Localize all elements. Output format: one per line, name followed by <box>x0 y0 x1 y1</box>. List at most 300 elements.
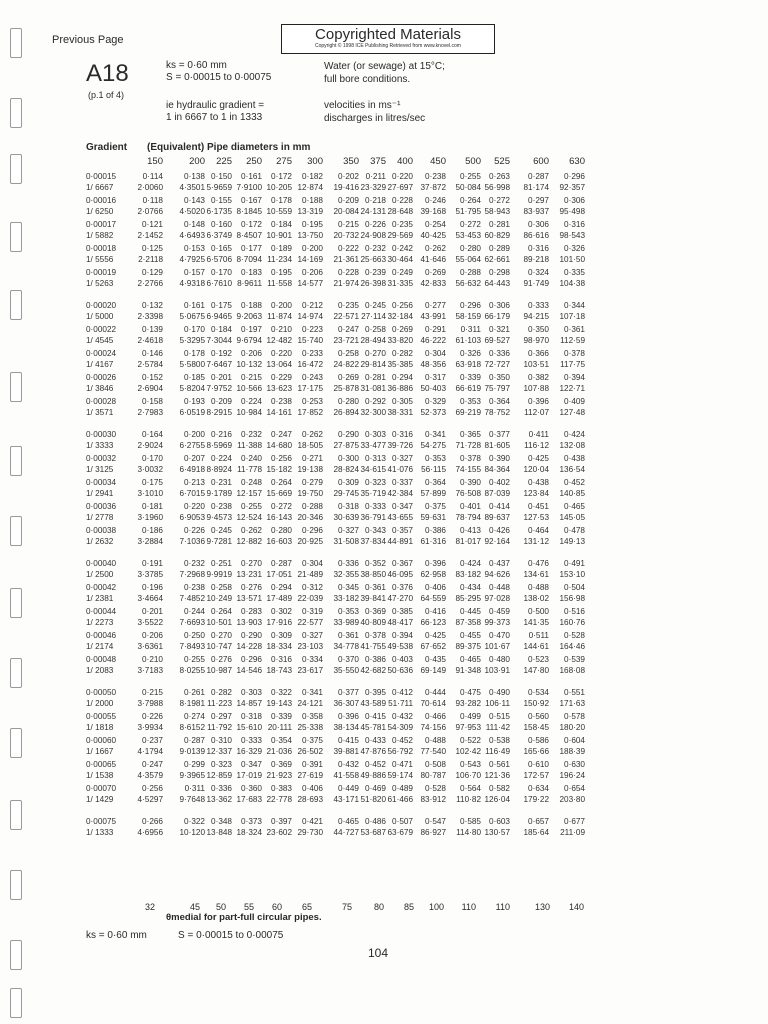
velocity-cell: 0·348 <box>211 817 232 826</box>
velocity-cell: 0·322 <box>271 688 292 697</box>
discharge-cell: 61·466 <box>387 795 413 805</box>
discharge-cell: 36·886 <box>387 384 413 394</box>
discharge-cell: 3·9934 <box>137 723 163 733</box>
velocity-cell: 0·376 <box>392 583 413 592</box>
discharge-cell: 54·275 <box>420 441 446 451</box>
discharge-cell: 144·61 <box>523 642 549 652</box>
discharge-cell: 41·755 <box>360 642 386 652</box>
discharge-cell: 25·338 <box>297 723 323 733</box>
velocity-cell: 0·354 <box>271 736 292 745</box>
discharge-cell: 156·98 <box>559 594 585 604</box>
discharge-cell: 39·168 <box>420 207 446 217</box>
velocity-cell: 0·448 <box>489 583 510 592</box>
discharge-cell: 50·636 <box>387 666 413 676</box>
velocity-cell: 0·465 <box>460 655 481 664</box>
velocity-cell: 0·336 <box>338 559 359 568</box>
velocity-cell: 0·238 <box>211 502 232 511</box>
discharge-cell: 76·508 <box>455 489 481 499</box>
discharge-row <box>0 488 768 499</box>
discharge-row <box>0 722 768 733</box>
discharge-cell: 101·67 <box>484 642 510 652</box>
discharge-cell: 14·228 <box>236 642 262 652</box>
discharge-cell: 103·51 <box>523 360 549 370</box>
discharge-cell: 23·617 <box>297 666 323 676</box>
discharge-cell: 98·970 <box>523 336 549 346</box>
velocity-cell: 0·353 <box>338 607 359 616</box>
velocity-cell: 0·261 <box>184 688 205 697</box>
discharge-cell: 35·550 <box>333 666 359 676</box>
discharge-cell: 8·1845 <box>236 207 262 217</box>
velocity-cell: 0·344 <box>564 301 585 310</box>
discharge-cell: 27·619 <box>297 771 323 781</box>
velocity-cell: 0·489 <box>392 784 413 793</box>
velocity-row <box>0 759 768 770</box>
diameter-header-cell: 150 <box>147 156 163 167</box>
medial-angle-cell: 110 <box>495 902 510 912</box>
water-conditions-1: Water (or sewage) at 15°C; <box>324 61 445 72</box>
discharge-cell: 22·571 <box>333 312 359 322</box>
gradient-ratio: 1/ 2632 <box>86 537 114 547</box>
discharge-cell: 2·5784 <box>137 360 163 370</box>
discharge-cell: 7·9752 <box>206 384 232 394</box>
velocity-cell: 0·184 <box>271 220 292 229</box>
diameter-header-cell: 225 <box>216 156 232 167</box>
velocity-cell: 0·191 <box>142 559 163 568</box>
discharge-cell: 18·324 <box>236 828 262 838</box>
discharge-cell: 26·894 <box>333 408 359 418</box>
velocity-cell: 0·175 <box>211 301 232 310</box>
velocity-cell: 0·386 <box>365 655 386 664</box>
velocity-cell: 0·424 <box>460 559 481 568</box>
discharge-cell: 165·66 <box>523 747 549 757</box>
velocity-cell: 0·449 <box>338 784 359 793</box>
velocity-cell: 0·369 <box>365 607 386 616</box>
velocity-cell: 0·366 <box>528 349 549 358</box>
velocity-cell: 0·339 <box>271 712 292 721</box>
velocity-cell: 0·276 <box>241 583 262 592</box>
discharge-row <box>0 182 768 193</box>
gradient-ratio: 1/ 4545 <box>86 336 114 346</box>
discharge-row <box>0 770 768 781</box>
discharge-cell: 83·912 <box>420 795 446 805</box>
discharge-row <box>0 230 768 241</box>
discharge-cell: 39·841 <box>360 594 386 604</box>
velocity-cell: 0·292 <box>365 397 386 406</box>
discharge-cell: 18·505 <box>297 441 323 451</box>
velocity-row <box>0 687 768 698</box>
velocity-cell: 0·246 <box>425 196 446 205</box>
velocity-cell: 0·245 <box>365 301 386 310</box>
medial-angle-cell: 80 <box>373 902 384 912</box>
discharge-cell: 6·7610 <box>206 279 232 289</box>
velocity-cell: 0·288 <box>460 268 481 277</box>
discharge-cell: 8·8924 <box>206 465 232 475</box>
discharge-cell: 91·749 <box>523 279 549 289</box>
velocity-cell: 0·438 <box>564 454 585 463</box>
velocity-cell: 0·385 <box>392 607 413 616</box>
discharge-cell: 10·249 <box>206 594 232 604</box>
velocity-cell: 0·294 <box>392 373 413 382</box>
velocity-row <box>0 324 768 335</box>
velocity-row <box>0 501 768 512</box>
velocity-cell: 0·250 <box>184 631 205 640</box>
copyright-box <box>281 24 495 54</box>
velocity-cell: 0·369 <box>271 760 292 769</box>
velocity-cell: 0·288 <box>302 502 323 511</box>
discharge-cell: 185·64 <box>523 828 549 838</box>
discharge-cell: 7·1036 <box>179 537 205 547</box>
discharge-cell: 11·223 <box>207 699 232 709</box>
velocity-cell: 0·365 <box>460 430 481 439</box>
velocity-cell: 0·245 <box>211 526 232 535</box>
velocity-cell: 0·220 <box>184 502 205 511</box>
discharge-cell: 14·857 <box>236 699 262 709</box>
discharge-cell: 13·623 <box>266 384 292 394</box>
discharge-cell: 29·814 <box>360 360 386 370</box>
velocity-cell: 0·280 <box>338 397 359 406</box>
discharge-cell: 123·84 <box>523 489 549 499</box>
discharge-cell: 117·75 <box>560 360 585 370</box>
velocity-cell: 0·475 <box>460 688 481 697</box>
discharge-cell: 4·7925 <box>179 255 205 265</box>
velocity-cell: 0·522 <box>460 736 481 745</box>
velocity-row <box>0 630 768 641</box>
medial-angle-cell: 110 <box>461 902 476 912</box>
discharge-cell: 13·231 <box>236 570 262 580</box>
discharge-cell: 145·05 <box>559 513 585 523</box>
discharge-cell: 14·169 <box>297 255 323 265</box>
velocity-cell: 0·361 <box>564 325 585 334</box>
discharge-cell: 8·9611 <box>237 279 262 289</box>
velocity-cell: 0·209 <box>211 397 232 406</box>
gradient-ratio: 1/ 2381 <box>86 594 114 604</box>
velocity-cell: 0·226 <box>142 712 163 721</box>
velocity-cell: 0·396 <box>528 397 549 406</box>
gradient-value: 0·00055 <box>86 712 117 721</box>
velocity-cell: 0·165 <box>211 244 232 253</box>
velocity-cell: 0·677 <box>564 817 585 826</box>
velocity-cell: 0·297 <box>211 712 232 721</box>
discharge-cell: 3·5522 <box>137 618 163 628</box>
discharge-cell: 2·0060 <box>137 183 163 193</box>
discharge-cell: 50·403 <box>420 384 446 394</box>
velocity-cell: 0·397 <box>271 817 292 826</box>
discharge-cell: 10·987 <box>206 666 232 676</box>
discharge-cell: 11·874 <box>267 312 292 322</box>
velocity-cell: 0·210 <box>142 655 163 664</box>
discharge-cell: 9·7648 <box>179 795 205 805</box>
copyright-title: Copyrighted Materials <box>315 26 461 43</box>
velocity-cell: 0·539 <box>564 655 585 664</box>
discharge-cell: 59·631 <box>420 513 446 523</box>
velocity-cell: 0·228 <box>392 196 413 205</box>
discharge-cell: 21·361 <box>333 255 359 265</box>
discharge-cell: 7·4852 <box>179 594 205 604</box>
discharge-cell: 89·637 <box>484 513 510 523</box>
velocity-cell: 0·396 <box>338 712 359 721</box>
discharge-cell: 30·639 <box>333 513 359 523</box>
velocity-cell: 0·305 <box>392 397 413 406</box>
velocity-cell: 0·323 <box>211 760 232 769</box>
discharge-cell: 18·334 <box>266 642 292 652</box>
velocity-cell: 0·390 <box>460 478 481 487</box>
discharge-cell: 28·693 <box>297 795 323 805</box>
discharge-cell: 32·184 <box>387 312 413 322</box>
discharge-cell: 12·157 <box>236 489 262 499</box>
discharge-cell: 89·218 <box>523 255 549 265</box>
gradient-ratio: 1/ 2174 <box>86 642 114 652</box>
velocity-cell: 0·253 <box>302 397 323 406</box>
discharge-cell: 8·5969 <box>206 441 232 451</box>
velocity-cell: 0·239 <box>365 268 386 277</box>
discharge-cell: 72·727 <box>484 360 510 370</box>
copyright-source: Copyright © 1998 ICE Publishing Retrieved from www.knovel.com <box>315 43 461 49</box>
discharge-cell: 33·989 <box>333 618 359 628</box>
velocity-cell: 0·282 <box>211 688 232 697</box>
velocity-cell: 0·654 <box>564 784 585 793</box>
velocity-cell: 0·657 <box>528 817 549 826</box>
velocity-cell: 0·269 <box>392 325 413 334</box>
discharge-cell: 4·5297 <box>137 795 163 805</box>
velocity-cell: 0·269 <box>425 268 446 277</box>
discharge-cell: 17·489 <box>266 594 292 604</box>
discharge-cell: 23·329 <box>360 183 386 193</box>
discharge-cell: 60·829 <box>484 231 510 241</box>
discharge-cell: 31·508 <box>333 537 359 547</box>
discharge-cell: 15·669 <box>266 489 292 499</box>
velocity-cell: 0·318 <box>241 712 262 721</box>
discharge-cell: 164·46 <box>559 642 585 652</box>
velocity-cell: 0·350 <box>528 325 549 334</box>
velocity-cell: 0·155 <box>211 196 232 205</box>
discharge-cell: 2·7983 <box>137 408 163 418</box>
discharge-cell: 92·164 <box>484 537 510 547</box>
discharge-row <box>0 335 768 346</box>
velocity-cell: 0·170 <box>211 268 232 277</box>
discharge-cell: 69·219 <box>455 408 481 418</box>
gradient-value: 0·00030 <box>86 430 117 439</box>
discharge-cell: 37·872 <box>420 183 446 193</box>
discharge-cell: 4·1794 <box>137 747 163 757</box>
velocity-cell: 0·353 <box>425 454 446 463</box>
velocity-cell: 0·415 <box>365 712 386 721</box>
discharge-cell: 33·477 <box>360 441 386 451</box>
velocity-cell: 0·470 <box>489 631 510 640</box>
discharge-cell: 11·388 <box>237 441 262 451</box>
velocity-cell: 0·464 <box>528 526 549 535</box>
velocity-cell: 0·283 <box>241 607 262 616</box>
velocity-cell: 0·335 <box>564 268 585 277</box>
discharge-cell: 8·4507 <box>236 231 262 241</box>
velocity-cell: 0·266 <box>142 817 163 826</box>
velocity-cell: 0·377 <box>489 430 510 439</box>
gradient-value: 0·00036 <box>86 502 117 511</box>
discharge-cell: 45·781 <box>360 723 386 733</box>
velocity-cell: 0·294 <box>271 583 292 592</box>
velocity-cell: 0·306 <box>489 301 510 310</box>
velocity-cell: 0·185 <box>184 373 205 382</box>
discharge-cell: 53·687 <box>360 828 386 838</box>
discharge-cell: 43·171 <box>333 795 359 805</box>
velocity-cell: 0·455 <box>460 631 481 640</box>
velocity-cell: 0·396 <box>425 559 446 568</box>
velocity-cell: 0·425 <box>528 454 549 463</box>
velocity-cell: 0·238 <box>184 583 205 592</box>
velocity-cell: 0·150 <box>211 172 232 181</box>
gradient-column-heading: Gradient <box>86 142 128 153</box>
discharge-cell: 40·425 <box>420 231 446 241</box>
velocity-cell: 0·220 <box>392 172 413 181</box>
discharge-cell: 27·875 <box>333 441 359 451</box>
velocity-cell: 0·604 <box>564 736 585 745</box>
discharge-row <box>0 617 768 628</box>
discharge-cell: 101·50 <box>559 255 585 265</box>
discharge-cell: 87·358 <box>455 618 481 628</box>
discharge-cell: 52·373 <box>420 408 446 418</box>
velocity-cell: 0·406 <box>425 583 446 592</box>
discharge-cell: 10·901 <box>266 231 292 241</box>
discharge-cell: 9·7281 <box>206 537 232 547</box>
velocity-cell: 0·303 <box>241 688 262 697</box>
discharge-cell: 17·916 <box>266 618 292 628</box>
gradient-ratio: 1/ 4167 <box>86 360 114 370</box>
velocity-cell: 0·289 <box>489 244 510 253</box>
discharge-cell: 95·498 <box>559 207 585 217</box>
previous-page-link[interactable]: Previous Page <box>52 34 124 46</box>
velocity-cell: 0·256 <box>142 784 163 793</box>
discharge-cell: 43·655 <box>387 513 413 523</box>
velocity-cell: 0·523 <box>528 655 549 664</box>
discharge-cell: 20·346 <box>297 513 323 523</box>
velocity-row <box>0 525 768 536</box>
medial-angle-cell: 140 <box>568 902 584 912</box>
discharge-cell: 46·095 <box>387 570 413 580</box>
discharge-row <box>0 206 768 217</box>
discharge-cell: 11·234 <box>267 255 292 265</box>
velocity-cell: 0·347 <box>241 760 262 769</box>
velocity-cell: 0·262 <box>302 430 323 439</box>
discharge-cell: 20·732 <box>333 231 359 241</box>
velocity-cell: 0·309 <box>338 478 359 487</box>
velocity-cell: 0·329 <box>425 397 446 406</box>
velocity-cell: 0·269 <box>338 373 359 382</box>
velocity-cell: 0·476 <box>528 559 549 568</box>
discharge-cell: 7·6467 <box>206 360 232 370</box>
discharge-cell: 61·316 <box>420 537 446 547</box>
roughness-ks: ks = 0·60 mm <box>166 60 227 71</box>
velocity-cell: 0·341 <box>425 430 446 439</box>
velocity-cell: 0·290 <box>338 430 359 439</box>
velocity-cell: 0·361 <box>338 631 359 640</box>
discharge-row <box>0 407 768 418</box>
velocity-cell: 0·299 <box>184 760 205 769</box>
velocity-cell: 0·300 <box>338 454 359 463</box>
discharge-cell: 12·524 <box>236 513 262 523</box>
hydraulic-gradient-range: 1 in 6667 to 1 in 1333 <box>166 112 263 123</box>
diameter-header-cell: 450 <box>430 156 446 167</box>
velocity-cell: 0·561 <box>489 760 510 769</box>
discharge-cell: 150·92 <box>523 699 549 709</box>
discharge-cell: 6·7015 <box>179 489 205 499</box>
discharge-cell: 38·331 <box>387 408 413 418</box>
discharge-cell: 3·7988 <box>137 699 163 709</box>
velocity-cell: 0·258 <box>338 349 359 358</box>
discharge-cell: 104·38 <box>559 279 585 289</box>
gradient-ratio: 1/ 2778 <box>86 513 114 523</box>
discharge-row <box>0 359 768 370</box>
gradient-value: 0·00044 <box>86 607 117 616</box>
velocity-row <box>0 582 768 593</box>
velocity-cell: 0·333 <box>528 301 549 310</box>
velocity-cell: 0·373 <box>241 817 262 826</box>
discharge-cell: 106·11 <box>485 699 510 709</box>
discharge-cell: 50·084 <box>455 183 481 193</box>
velocity-cell: 0·251 <box>211 559 232 568</box>
velocity-cell: 0·336 <box>489 349 510 358</box>
velocity-cell: 0·270 <box>241 559 262 568</box>
discharge-cell: 107·88 <box>523 384 549 394</box>
velocity-cell: 0·403 <box>392 655 413 664</box>
discharge-cell: 31·081 <box>360 384 386 394</box>
gradient-value: 0·00022 <box>86 325 117 334</box>
discharge-cell: 136·54 <box>559 465 585 475</box>
velocity-cell: 0·157 <box>184 268 205 277</box>
medial-angle-cell: 50 <box>215 902 226 912</box>
velocity-cell: 0·395 <box>365 688 386 697</box>
velocity-row <box>0 735 768 746</box>
velocity-cell: 0·312 <box>302 583 323 592</box>
discharge-cell: 55·064 <box>455 255 481 265</box>
discharge-cell: 64·559 <box>420 594 446 604</box>
velocity-cell: 0·161 <box>184 301 205 310</box>
discharge-row <box>0 746 768 757</box>
velocity-cell: 0·378 <box>460 454 481 463</box>
gradient-ratio: 1/ 2273 <box>86 618 114 628</box>
discharge-cell: 134·61 <box>523 570 549 580</box>
velocity-cell: 0·311 <box>460 325 481 334</box>
velocity-cell: 0·324 <box>528 268 549 277</box>
velocity-cell: 0·143 <box>184 196 205 205</box>
velocity-row <box>0 783 768 794</box>
velocity-cell: 0·274 <box>184 712 205 721</box>
discharge-cell: 21·923 <box>266 771 292 781</box>
velocity-cell: 0·255 <box>460 172 481 181</box>
discharge-cell: 41·076 <box>387 465 413 475</box>
discharge-cell: 11·558 <box>267 279 292 289</box>
velocity-cell: 0·296 <box>302 526 323 535</box>
discharge-cell: 66·619 <box>455 384 481 394</box>
discharge-cell: 16·143 <box>266 513 292 523</box>
velocity-cell: 0·247 <box>271 430 292 439</box>
velocity-cell: 0·357 <box>392 526 413 535</box>
gradient-value: 0·00026 <box>86 373 117 382</box>
discharge-cell: 17·683 <box>236 795 262 805</box>
discharge-cell: 61·103 <box>455 336 481 346</box>
velocity-cell: 0·256 <box>392 301 413 310</box>
theta-medial-label: θmedial <box>166 912 202 923</box>
discharge-cell: 54·309 <box>387 723 413 733</box>
velocity-cell: 0·465 <box>564 502 585 511</box>
velocity-cell: 0·333 <box>365 502 386 511</box>
discharge-cell: 26·398 <box>360 279 386 289</box>
gradient-value: 0·00065 <box>86 760 117 769</box>
velocity-cell: 0·129 <box>142 268 163 277</box>
velocity-cell: 0·196 <box>142 583 163 592</box>
discharge-cell: 12·882 <box>236 537 262 547</box>
discharge-cell: 18·743 <box>266 666 292 676</box>
velocity-cell: 0·231 <box>211 478 232 487</box>
velocity-cell: 0·148 <box>184 220 205 229</box>
